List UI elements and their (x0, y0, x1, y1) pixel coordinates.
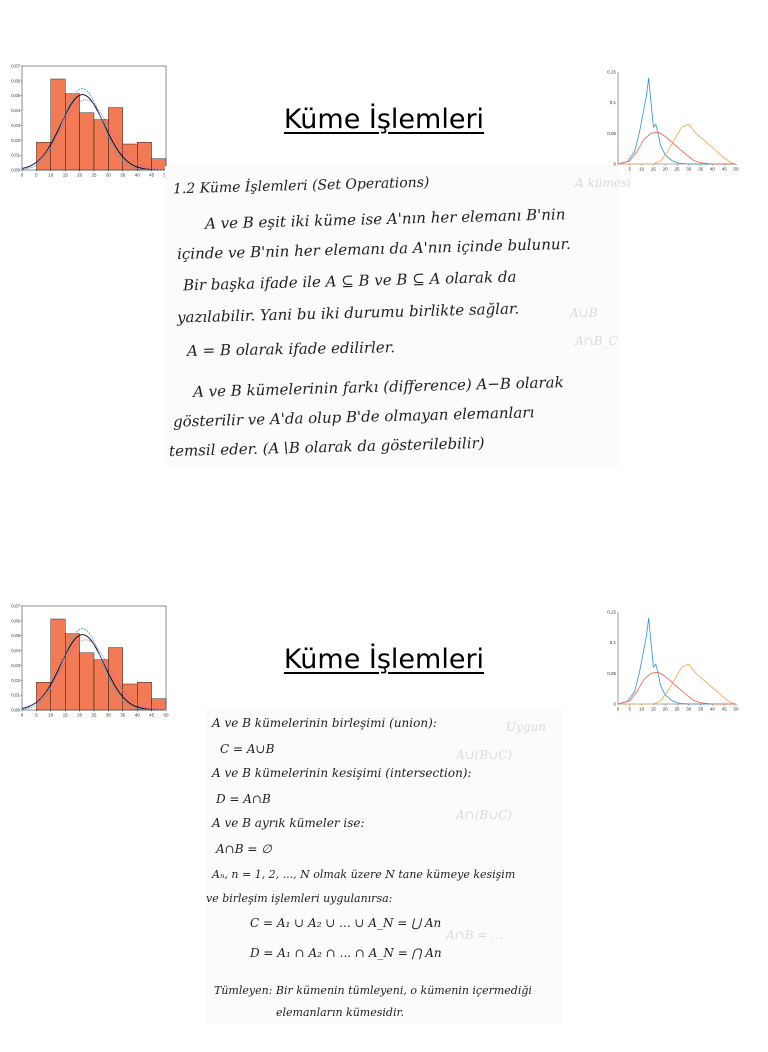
x-tick-label: 40 (709, 706, 715, 712)
x-tick-label: 40 (134, 172, 140, 178)
note-line: D = A₁ ∩ A₂ ∩ ... ∩ A_N = ⋂ An (250, 946, 442, 960)
note-line: C = A₁ ∪ A₂ ∪ ... ∪ A_N = ⋃ An (250, 916, 442, 930)
y-tick-label: 0,07 (11, 63, 20, 69)
note-line: 1.2 Küme İşlemleri (Set Operations) (172, 174, 430, 198)
x-tick-label: 15 (62, 712, 68, 718)
x-tick-label: 45 (149, 712, 155, 718)
histogram-bar (94, 120, 108, 170)
x-tick-label: 40 (709, 166, 715, 172)
y-tick-label: 0 (613, 701, 616, 707)
histogram-bar (137, 682, 151, 710)
slide-2 (0, 540, 768, 1052)
density-svg (606, 66, 740, 174)
histogram-bar (36, 142, 50, 170)
x-tick-label: 35 (698, 166, 704, 172)
note-line: Tümleyen: Bir kümenin tümleyeni, o kümenin içermediği (214, 984, 532, 997)
x-tick-label: 20 (77, 712, 83, 718)
x-tick-label: 15 (62, 172, 68, 178)
x-tick-label: 30 (686, 706, 692, 712)
x-tick-label: 10 (639, 166, 645, 172)
density-svg (606, 606, 740, 714)
note-line: yazılabilir. Yani bu iki durumu birlikte sağlar. (176, 299, 520, 327)
density-chart (606, 606, 740, 714)
density-line (618, 664, 736, 704)
histogram-bar (36, 682, 50, 710)
note-line: elemanların kümesidir. (276, 1006, 405, 1019)
x-tick-label: 40 (134, 712, 140, 718)
x-tick-label: 10 (639, 706, 645, 712)
histogram-bar (80, 653, 94, 710)
x-tick-label: 45 (149, 172, 155, 178)
slide-title: Küme İşlemleri (283, 644, 485, 675)
x-tick-label: 30 (105, 172, 111, 178)
note-line: A ve B kümelerinin farkı (difference) A−B olarak (192, 373, 564, 401)
histogram-bar (152, 159, 166, 170)
y-tick-label: 0,05 (11, 633, 20, 639)
note-line: A = B olarak ifade edilirler. (186, 338, 396, 360)
y-tick-label: 0,04 (11, 648, 20, 654)
note-line: ve birleşim işlemleri uygulanırsa: (206, 892, 393, 905)
x-tick-label: 25 (674, 166, 680, 172)
y-tick-label: 0,00 (11, 707, 20, 713)
y-tick-label: 0,15 (607, 69, 616, 75)
y-tick-label: 0,02 (11, 137, 20, 143)
handwritten-notes: Uygun A∪(B∪C) A∩(B∪C) A∩B = ... A ve B kümelerinin birleşimi (union): C = A∪B A ve B kümelerinin kesişimi (intersection): D = A∩B A ve B ayrık kümeler ise: A∩B = ∅ Aₙ, n = 1, 2, ..., N olmak üzere N tane kümeye kesişim ve birleşim işlemleri uygulanırsa: C = A₁ ∪ A₂ ∪ ... ∪ A_N = ⋃ An D = A₁ ∩ A₂ ∩ ... ∩ A_N = ⋂ An Tümleyen: Bir kümenin tümleyeni, o kümenin içermediği elemanların kümesidir. (206, 708, 562, 1024)
x-tick-label: 50 (733, 706, 739, 712)
y-tick-label: 0,1 (609, 640, 616, 646)
x-tick-label: 20 (77, 172, 83, 178)
x-tick-label: 5 (628, 166, 632, 172)
note-line: D = A∩B (216, 792, 271, 806)
x-tick-label: 0 (20, 172, 24, 178)
y-tick-label: 0,03 (11, 662, 20, 668)
x-tick-label: 15 (650, 706, 656, 712)
x-tick-label: 45 (721, 706, 727, 712)
note-line: Aₙ, n = 1, 2, ..., N olmak üzere N tane kümeye kesişim (212, 868, 516, 881)
y-tick-label: 0,01 (11, 692, 20, 698)
note-line: A ve B ayrık kümeler ise: (212, 816, 365, 830)
x-tick-label: 35 (698, 706, 704, 712)
y-tick-label: 0,15 (607, 609, 616, 615)
histogram-bar (108, 648, 122, 710)
histogram-bar (108, 108, 122, 170)
x-tick-label: 20 (662, 706, 668, 712)
histogram-bar (65, 634, 79, 710)
x-tick-label: 25 (674, 706, 680, 712)
y-tick-label: 0,00 (11, 167, 20, 173)
note-line: A ve B kümelerinin birleşimi (union): (212, 716, 437, 730)
x-tick-label: 50 (163, 712, 169, 718)
x-tick-label: 5 (35, 712, 38, 718)
y-tick-label: 0,05 (11, 93, 20, 99)
x-tick-label: 5 (35, 172, 38, 178)
density-line (618, 124, 736, 164)
note-line: A ve B eşit iki küme ise A'nın her elemanı B'nin (204, 205, 566, 233)
x-tick-label: 35 (120, 172, 126, 178)
histogram-bar (152, 699, 166, 710)
y-tick-label: 0,03 (11, 122, 20, 128)
x-tick-label: 20 (662, 166, 668, 172)
y-tick-label: 0,1 (609, 100, 616, 106)
x-tick-label: 0 (616, 706, 620, 712)
histogram-chart (8, 600, 170, 720)
y-tick-label: 0,05 (607, 130, 616, 136)
x-tick-label: 50 (733, 166, 739, 172)
x-tick-label: 15 (650, 166, 656, 172)
note-line: A ve B kümelerinin kesişimi (intersection): (212, 766, 472, 780)
x-tick-label: 35 (120, 712, 126, 718)
y-tick-label: 0,01 (11, 152, 20, 158)
histogram-bar (94, 660, 108, 710)
histogram-bar (65, 94, 79, 170)
y-tick-label: 0,05 (607, 670, 616, 676)
slide-1 (0, 0, 768, 512)
note-line: Bir başka ifade ile A ⊆ B ve B ⊆ A olarak da (182, 267, 517, 295)
slide-title: Küme İşlemleri (283, 104, 485, 135)
x-tick-label: 10 (48, 172, 54, 178)
histogram-svg (8, 600, 170, 720)
y-tick-label: 0,07 (11, 603, 20, 609)
density-line (618, 78, 736, 164)
y-tick-label: 0,04 (11, 108, 20, 114)
note-line: gösterilir ve A'da olup B'de olmayan elemanları (172, 403, 535, 431)
y-tick-label: 0,06 (11, 78, 20, 84)
histogram-svg (8, 60, 170, 180)
note-line: içinde ve B'nin her elemanı da A'nın içinde bulunur. (176, 234, 572, 264)
x-tick-label: 45 (721, 166, 727, 172)
x-tick-label: 30 (105, 712, 111, 718)
x-tick-label: 25 (91, 712, 97, 718)
histogram-bar (137, 142, 151, 170)
x-tick-label: 10 (48, 712, 54, 718)
handwritten-notes: A kümesi A∪B A∩B_C 1.2 Küme İşlemleri (Set Operations) A ve B eşit iki küme ise A'nın her elemanı B'nin içinde ve B'nin her elemanı da A'nın içinde bulunur. Bir başka ifade ile A ⊆ B ve B ⊆ A olarak da yazılabilir. Yani bu iki durumu birlikte sağlar. A = B olarak ifade edilirler. A ve B kümelerinin farkı (difference) A−B olarak gösterilir ve A'da olup B'de olmayan elemanları temsil eder. (A∖B olarak da gösterilebilir) (165, 166, 620, 466)
y-tick-label: 0 (613, 161, 616, 167)
note-line: A∩B = ∅ (216, 842, 272, 856)
x-tick-label: 30 (686, 166, 692, 172)
histogram-chart (8, 60, 170, 180)
x-tick-label: 0 (20, 712, 24, 718)
y-tick-label: 0,02 (11, 677, 20, 683)
y-tick-label: 0,06 (11, 618, 20, 624)
density-line (618, 618, 736, 704)
x-tick-label: 25 (91, 172, 97, 178)
histogram-bar (80, 113, 94, 170)
x-tick-label: 5 (628, 706, 632, 712)
note-line: temsil eder. (A∖B olarak da gösterilebilir) (168, 433, 485, 461)
note-line: C = A∪B (220, 742, 275, 756)
density-chart (606, 66, 740, 174)
